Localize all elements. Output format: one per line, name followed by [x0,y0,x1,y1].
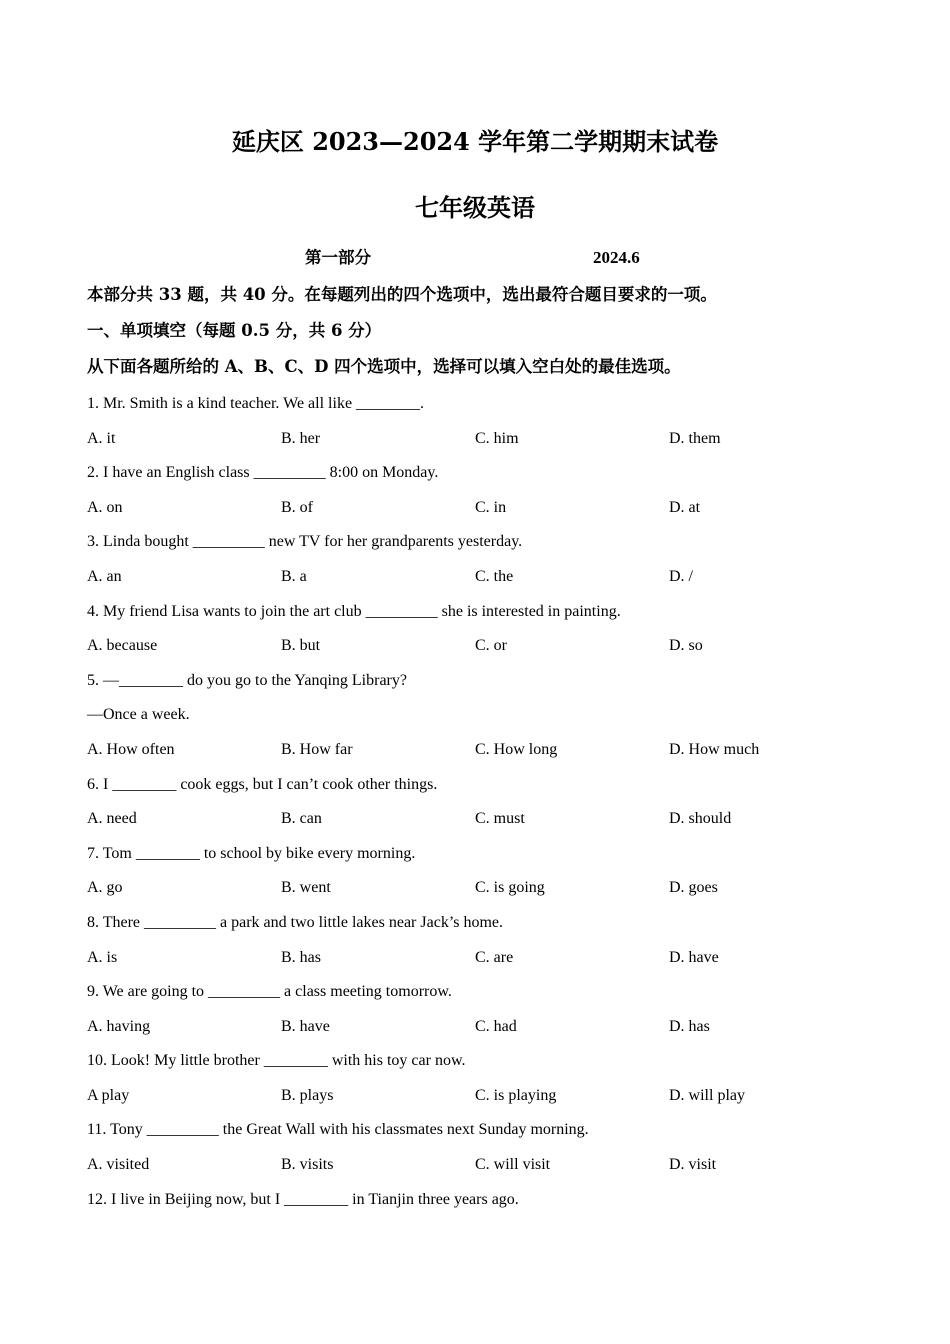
answer-option: D. so [669,637,703,655]
exam-date: 2024.6 [593,248,640,267]
question-stem: 11. Tony _________ the Great Wall with his classmates next Sunday morning. [87,1121,589,1139]
answer-option: C. in [475,498,507,516]
question-item [87,529,887,598]
answer-option: D. has [669,1017,710,1035]
question-item [87,460,887,529]
question-stem: 6. I ________ cook eggs, but I can’t cook other things. [87,775,438,793]
question-stem: 5. —________ do you go to the Yanqing Library? [87,671,407,689]
answer-option: C. must [475,810,525,828]
question-item [87,1048,887,1117]
exam-subtitle: 七年级英语 [415,193,535,222]
option-row [87,495,887,530]
answer-option: B. can [281,810,322,828]
option-row [87,426,887,461]
answer-option: B. have [281,1017,330,1035]
section-directions: 从下面各题所给的 A、B、C、D 四个选项中，选择可以填入空白处的最佳选项。 [87,357,681,376]
question-item [87,910,887,979]
answer-option: A. need [87,810,137,828]
answer-option: C. are [475,948,514,966]
answer-option: A play [87,1086,130,1104]
question-stem: 3. Linda bought _________ new TV for her grandparents yesterday. [87,533,523,551]
answer-option: B. of [281,498,313,516]
answer-option: B. visits [281,1156,334,1174]
option-row [87,875,887,910]
option-row [87,806,887,841]
exam-title: 延庆区 2023—2024 学年第二学期期末试卷 [231,127,719,156]
answer-option: A. on [87,498,123,516]
option-row [87,633,887,668]
option-row [87,1014,887,1049]
question-stem: 9. We are going to _________ a class meeting tomorrow. [87,983,452,1001]
answer-option: D. should [669,810,732,828]
answer-option: C. him [475,429,519,447]
answer-option: B. but [281,637,321,655]
question-stem: 2. I have an English class _________ 8:00 on Monday. [87,464,439,482]
answer-option: D. goes [669,879,718,897]
answer-option: B. went [281,879,331,897]
option-row [87,1083,887,1118]
question-item [87,841,887,910]
question-dialogue-line: —Once a week. [87,706,190,724]
question-stem: 1. Mr. Smith is a kind teacher. We all like ________. [87,395,425,412]
answer-option: C. is playing [475,1086,557,1104]
question-item [87,599,887,668]
answer-option: C. will visit [475,1156,551,1174]
option-row [87,564,887,599]
answer-option: D. How much [669,740,760,758]
question-stem: 10. Look! My little brother ________ with his toy car now. [87,1052,466,1070]
question-stem: 7. Tom ________ to school by bike every morning. [87,844,416,862]
answer-option: C. the [475,567,514,585]
answer-option: D. / [669,567,693,585]
answer-option: C. had [475,1017,517,1035]
question-stem: 12. I live in Beijing now, but I ________ in Tianjin three years ago. [87,1190,519,1208]
question-item [87,1187,887,1222]
answer-option: A. is [87,948,118,966]
question-item [87,772,887,841]
answer-option: D. have [669,948,719,966]
part-label: 第一部分 [305,248,371,267]
answer-option: B. a [281,567,307,585]
question-item [87,979,887,1048]
answer-option: B. her [281,429,321,447]
answer-option: D. at [669,498,701,516]
question-stem: 4. My friend Lisa wants to join the art club _________ she is interested in painting. [87,602,621,620]
answer-option: D. will play [669,1086,745,1104]
answer-option: A. an [87,567,122,585]
answer-option: B. plays [281,1086,334,1104]
option-row [87,1152,887,1187]
answer-option: C. is going [475,879,545,897]
answer-option: A. How often [87,740,175,758]
answer-option: A. go [87,879,123,897]
question-item [87,391,887,460]
answer-option: D. them [669,429,721,447]
question-stem: 8. There _________ a park and two little lakes near Jack’s home. [87,913,504,931]
answer-option: A. having [87,1017,151,1035]
question-item [87,1117,887,1186]
section-instruction: 本部分共 33 题，共 40 分。在每题列出的四个选项中，选出最符合题目要求的一项。 [87,285,717,304]
answer-option: A. because [87,637,158,655]
answer-option: D. visit [669,1156,717,1174]
answer-option: A. visited [87,1156,150,1174]
section-heading: 一、单项填空（每题 0.5 分，共 6 分） [87,321,382,340]
answer-option: C. or [475,637,507,655]
answer-option: B. has [281,948,321,966]
question-item [87,668,887,772]
question-list [87,391,887,1221]
answer-option: B. How far [281,740,353,758]
option-row [87,945,887,980]
option-row [87,737,887,772]
answer-option: C. How long [475,740,558,758]
answer-option: A. it [87,429,116,447]
